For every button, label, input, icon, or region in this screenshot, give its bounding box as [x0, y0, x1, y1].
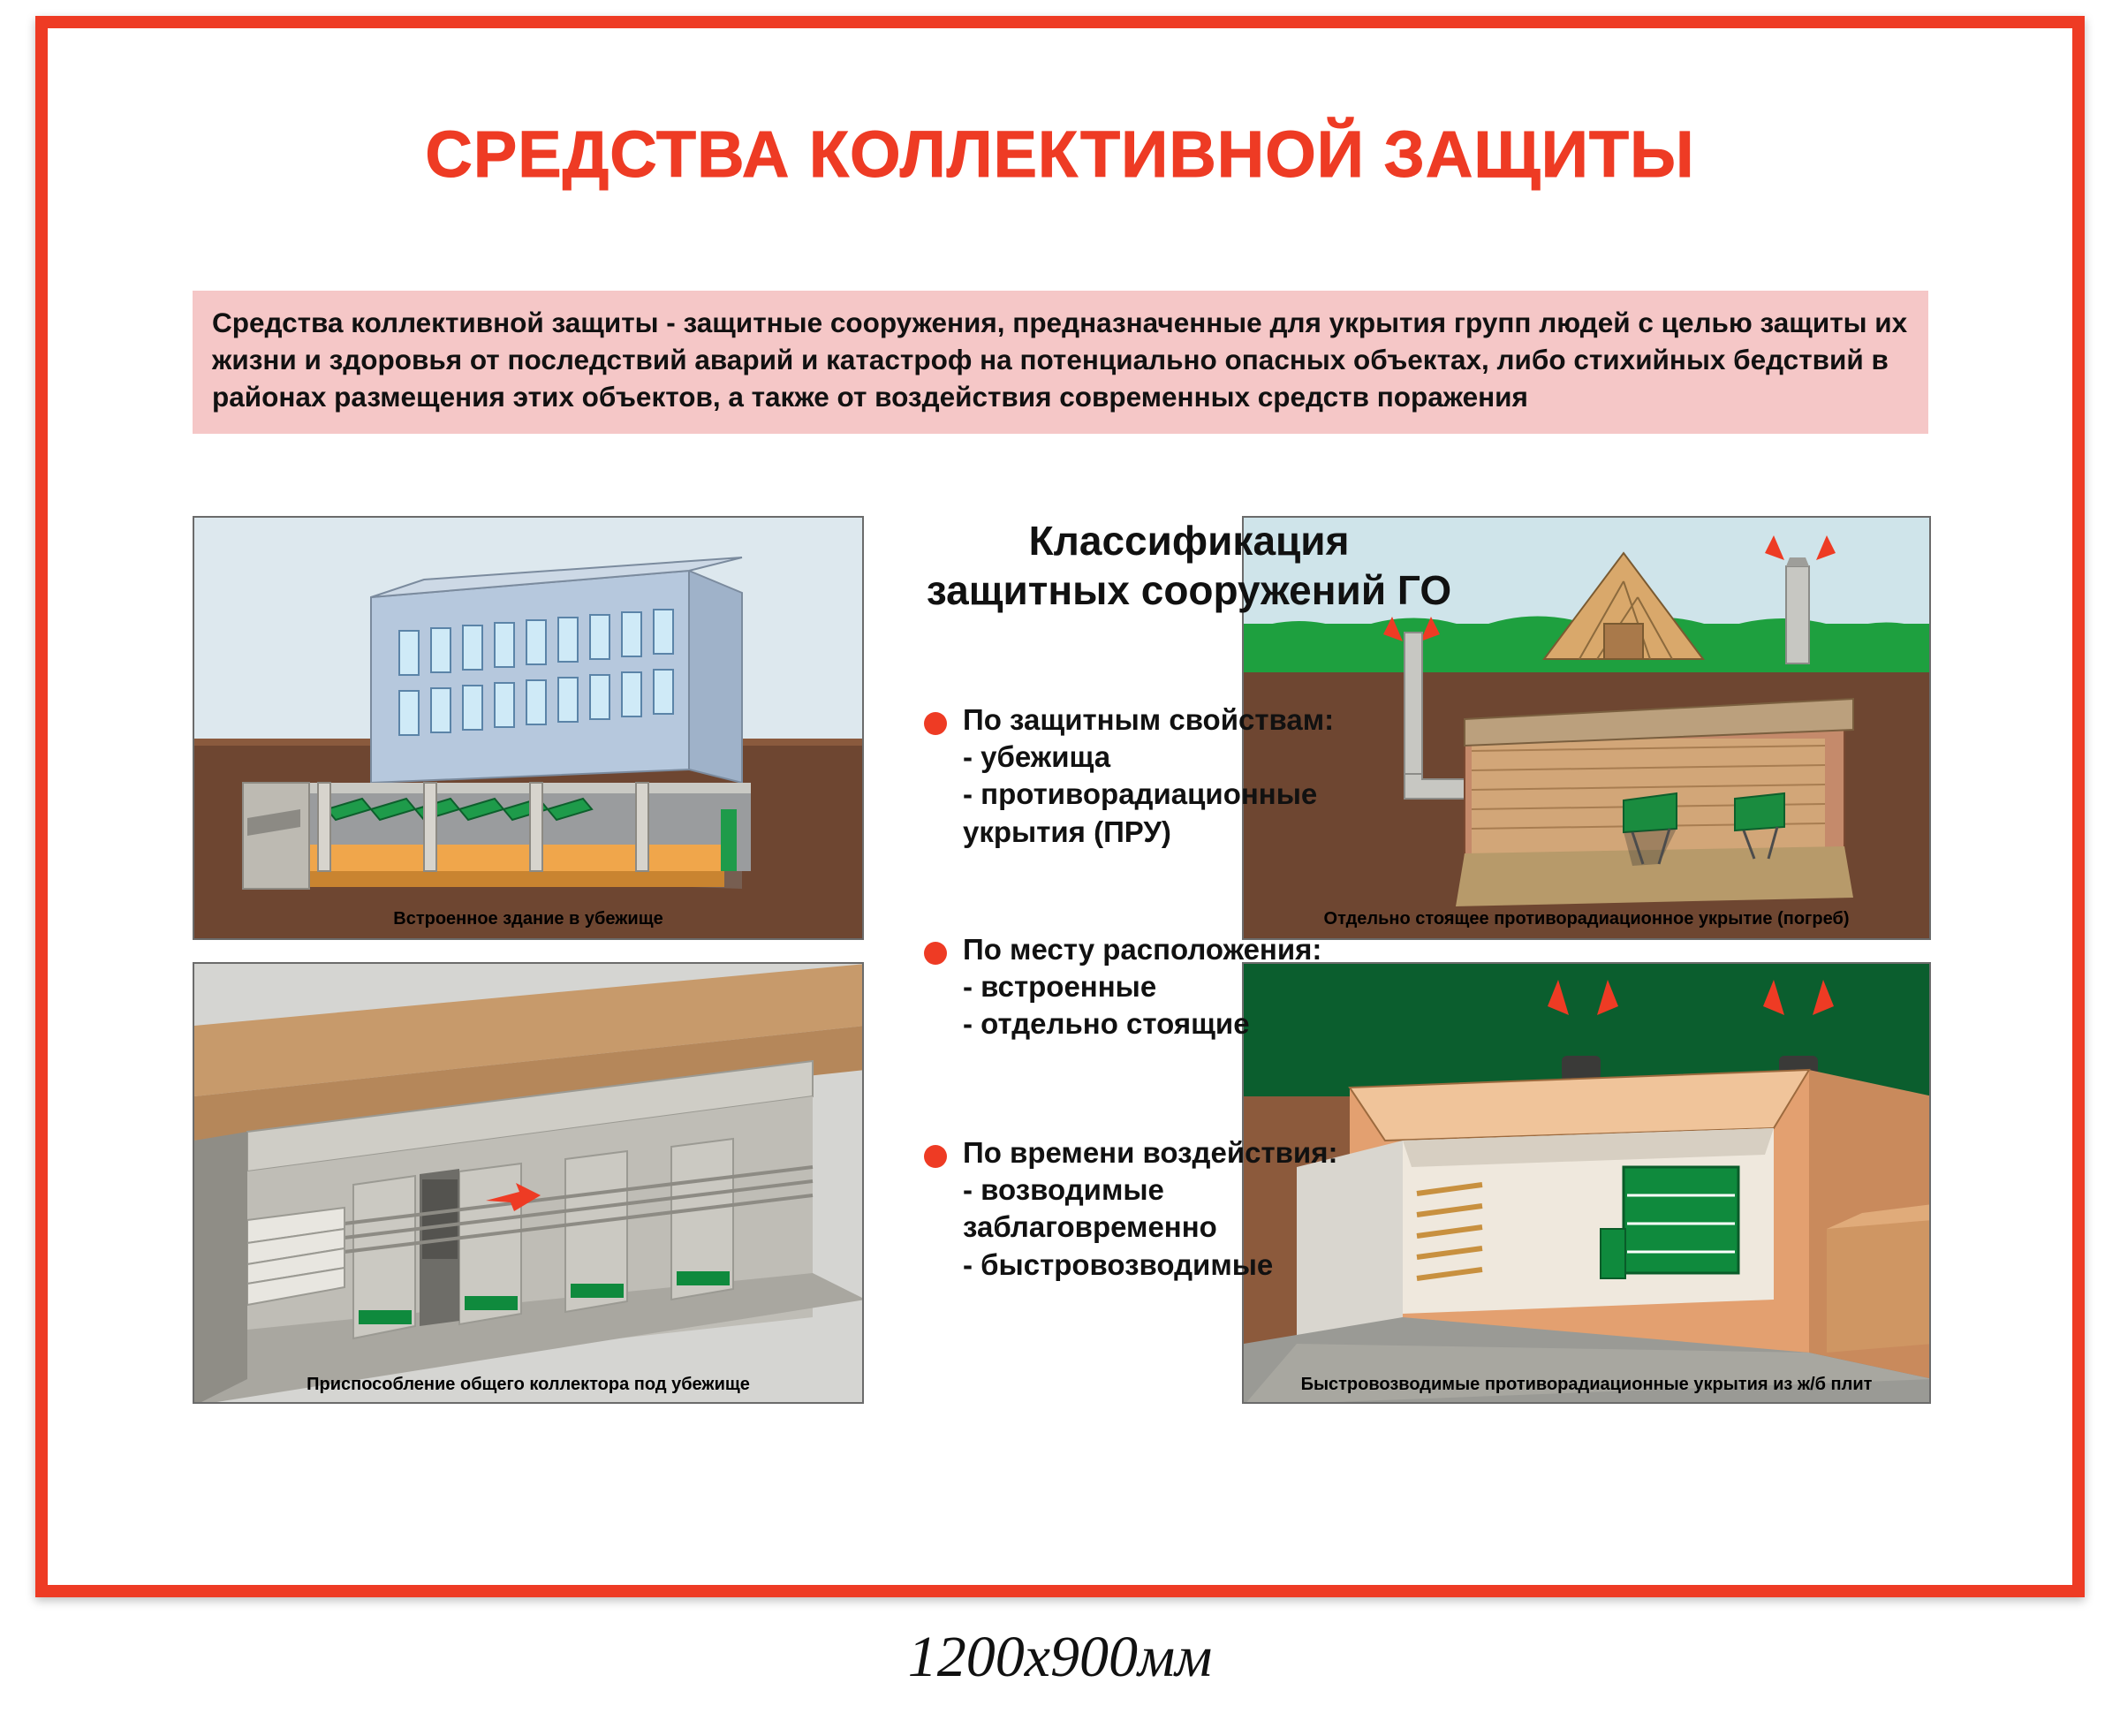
classification-group-3-head: По времени воздействия: — [963, 1136, 1338, 1169]
figure-collector-caption: Приспособление общего коллектора под убежище — [307, 1375, 750, 1394]
figure-embedded-building-art — [194, 518, 864, 940]
size-label: 1200х900мм — [907, 1625, 1213, 1689]
classification-group-1-line-2: - противорадиационные укрытия (ПРУ) — [963, 777, 1318, 848]
figure-collector-art — [194, 964, 864, 1404]
bullet-icon — [924, 712, 947, 735]
figure-separate-shelter-caption: Отдельно стоящее противорадиационное укрытие (погреб) — [1323, 909, 1850, 929]
classification-group-1-head: По защитным свойствам: — [963, 703, 1335, 736]
classification-group-3-line-2: - быстровозводимые — [963, 1247, 1274, 1281]
classification-block — [924, 516, 1454, 615]
classification-group-3-line-1: - возводимые заблаговременно — [963, 1173, 1217, 1244]
figure-fast-built-caption: Быстровозводимые противорадиационные укрытия из ж/б плит — [1300, 1375, 1873, 1394]
classification-group-1 — [924, 701, 1419, 851]
page-title: СРЕДСТВА КОЛЛЕКТИВНОЙ ЗАЩИТЫ — [425, 118, 1695, 191]
definition-box: Средства коллективной защиты - защитные сооружения, предназначенные для укрытия групп людей с целью защиты их жизни и здоровья от последствий аварий и катастроф на потенциально опасных объектах, либо стихийных бедствий в районах размещения этих объектов, а также от воздействия современных средств поражения — [193, 291, 1928, 434]
classification-group-2-line-1: - встроенные — [963, 970, 1157, 1004]
figure-embedded-building — [193, 516, 864, 940]
poster-canvas — [94, 74, 2026, 1539]
figure-collector — [193, 962, 864, 1404]
bullet-icon — [924, 1145, 947, 1168]
figure-embedded-building-caption: Встроенное здание в убежище — [393, 909, 663, 929]
classification-group-3 — [924, 1134, 1419, 1284]
classification-heading: Классификация защитных сооружений ГО — [926, 518, 1452, 614]
classification-group-1-line-1: - убежища — [963, 740, 1111, 774]
poster — [35, 16, 2085, 1597]
classification-group-2-head: По месту расположения: — [963, 933, 1322, 966]
classification-group-2-line-2: - отдельно стоящие — [963, 1007, 1250, 1041]
classification-group-2 — [924, 931, 1419, 1043]
poster-inner-frame — [78, 58, 2042, 1555]
bullet-icon — [924, 942, 947, 965]
